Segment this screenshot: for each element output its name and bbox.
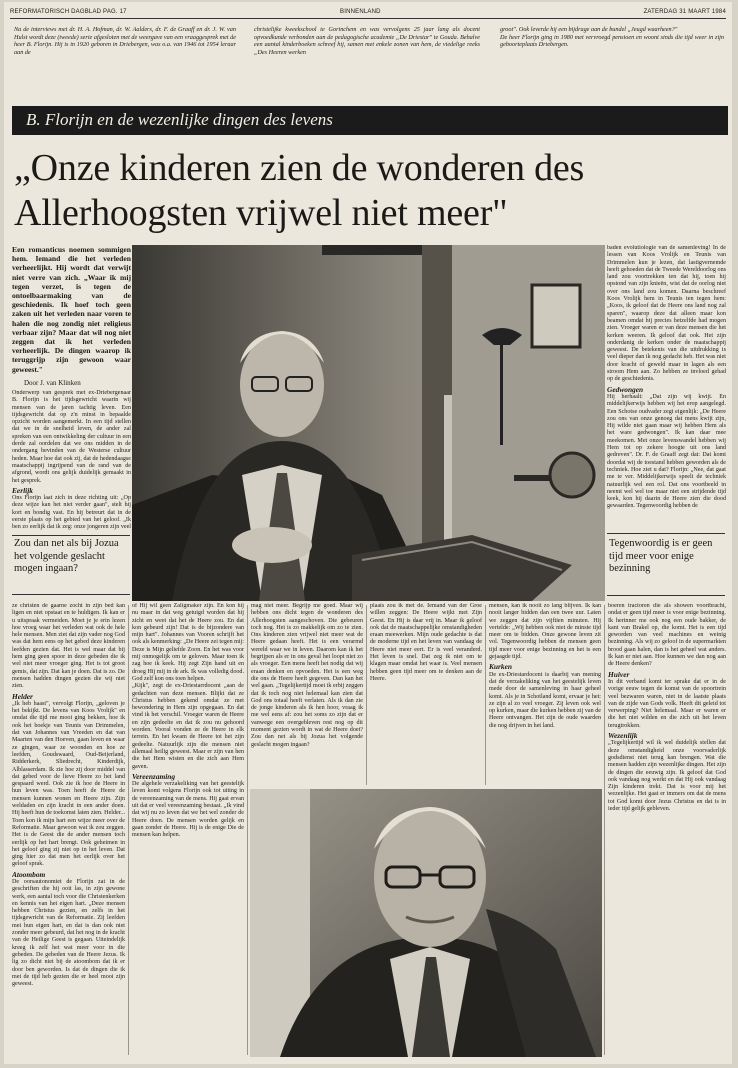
- subhead-gedwongen: Gedwongen: [607, 384, 644, 394]
- intro-col-1: Na de interviews met dr. H. A. Hofman, dr. W. Aalders, dr. F. de Graaff en dr. J. W. van Hulst wordt deze (tweede) serie afgesloten met de weergave van een vraaggesprek met de heer B. Florijn. Hij is in 1920 geboren in Driebergen, was o.a. van 1946 tot 1954 leraar aan de: [14, 26, 236, 56]
- column-1-top: [12, 390, 131, 532]
- col2-b-text: „Ik heb haast", vervolgt Florijn, „geloven je het bekijkt. De levens van Koos Vrolijk" en omdat die tijd me mooi ging bekken, hoe ik ook het boekje van Teunis van Drimmelen, dat van Johannes van Vreeden en dat van Maarten van den Hoeven, gaan leven en waar ze gingen, waar ze woonden en hoe ze leefden, Goudswaard, Oud-Beijerland, Ridderkerk, Sliedrecht, Kinderdijk, Alblasserdam. Ik zie hoe zij door middel van dat gebed voor de lieve Heere zo het land gespaard werd. Ook zie ik hoe de Heere in hun leven was. Toen heeft de Heere de mensen kunnen wonen en Heere zijn. Zijn weldaden en zijn kracht in een ander doen. Hij heeft hun de toekomst laten zien. Helder... Toen kon ik mijn hart een wijze meer over de Reformatie. Maar gewoon wat ik zou zeggen. Het is de Geest die de ander mensen toch eerlijk op het hart brengt. Ook geheimen in het geloof ging zij niet op in het leven. Dat ging hier zo dat men het eerlijk over het geloof sprak.: [12, 700, 125, 868]
- col6-c-text: „Tegelijkertijd wil ik wel duidelijk stellen dat deze omstandigheid onze voorvaderlijk godsdienst niet terug kan brengen. Wat die mensen hadden zijn wezenlijke dingen. Het zijn de dingen die eeuwig zijn. Ik geloof dat God ook vandaag nog werkt en dat Hij ook vandaag Zijn kinderen trekt. Dat is voor mij het wezenlijke. Het gaat er immers om dat de mens tot God komt door Jezus Christus en dat is in ieder tijd gelijk gebleven.: [608, 740, 726, 813]
- intro-col-3-text: groot". Ook leverde hij een bijdrage aan de bundel „Jeugd waarheen?": [500, 26, 678, 33]
- column-1: [12, 603, 125, 1058]
- col3-b-text: „Kijk", zegt de ex-Driestarrdocent „aan de gedachten van deze mensen. Blijkt dat ze Christus hebben gekend omdat ze met bewondering in Hem zijn opgegaan. En dat vind ik het verschil. Vroeger waren de Heere en zijn gedeelte en dat ik zou nu gehoord worden. Vooral vonden ze de Heere in elk terrein. En het kwam de Heere tot het zijn gedeelte. Natuurlijk zijn die mensen niet allemaal heilig geweest. Maar er zijn van hen die het Hem wisten en die zich aan Hem gaven.: [132, 683, 244, 770]
- header-right: ZATERDAG 31 MAART 1984: [643, 9, 726, 15]
- right-mid-text: Hij herhaalt: „Dat zijn wij kwijt. En middelijkerwijs hebben wij het erop aangelegd. Een Schotse oudvader zegt eigenlijk: „De Heere zou ons van onze genoeg dat mens kwijt zijn, Hij wilde niet gaan maar wij hebben Hem als het ware gedwongen". Ik kan daar mee meekomen. Met onze levenswandel hebben wij Hem tot op zekere hoogte uit ons land gedreven". Dr. F. de Graaff zegt dat: Dat komt doordat wij de toestand hebben geworden als de techniek. Hoe ziet u dat? Florijn: „Nee, dat gaat me te ver. Middelijkerwijs speelt de techniek natuurlijk wel een rol. Dat ons voortbeeld in neemt wel wel toe maar niet een strijdende tijd keek, kon hij daarin de Heere zien die dood gewaarden. Tegenwoordig hebben de: [607, 393, 726, 510]
- quote-right-rule-bottom: [607, 595, 725, 596]
- header-rule: [10, 18, 726, 19]
- subhead-kurken: Kurken: [489, 662, 513, 672]
- col5-a-text: mensen, kan ik nooit zo lang blijven. Ik kan nooit langer bidden dan een twee uur. Laten we zeggen dat zijn vijftien minuten. Hij vertelde: „Wij hebben ook niet de minste tijd meer om te bidden. Onze gewone leven zit vol. Tegenwoordig hebben de mensen geen tijd meer voor enige bezinning en het is een gejaagde tijd.: [489, 603, 601, 661]
- quote-left-rule-bottom: [12, 594, 130, 595]
- quote-left: Zou dan net als bij Jozua het volgende geslacht mogen ingaan?: [14, 538, 119, 574]
- column-2: [132, 603, 244, 1058]
- subhead-huiver: Huiver: [608, 669, 630, 679]
- subhead-atoombom: Atoombom: [12, 869, 46, 879]
- photo-portrait-seated-svg: [132, 245, 605, 601]
- col4-b-text: plaats zou ik met de. Iemand van der Groe willen zeggen: De Heere wijkt met Zijn Geest. En Hij is daar vrij in. Maar ik geloof ook dat de maatschappelijke omstandigheden eraan meewerken. Mijn oude gedachte is dat de moderne tijd en het leven van vandaag de Heere niet meer eert. Er is veel veranderd. Het leven is snel. Dat zeg ik niet om te klagen maar omdat het waar is. Veel mensen hebben geen tijd meer om te denken aan de Heere.: [370, 603, 482, 682]
- headline-line-1: „Onze kinderen zien de wonderen des: [14, 147, 585, 189]
- newspaper-page: [4, 2, 732, 1064]
- column-divider: [366, 605, 367, 785]
- column-divider: [128, 605, 129, 1055]
- col6-b-text: In dit verband komt ter sprake dat er in de vorige eeuw tegen de komst van de spoortrein veel bezwaren waren, niet in de laatste plaats van de zijde van Gods volk. Heeft dit geleid tot verwerping? Niet helemaal. Maar er waren er die het niet wilden en die zich uit het leven terugtrokken.: [608, 678, 726, 729]
- quote-left-rule: [12, 535, 130, 536]
- col6-a-text: boeren tractoren die als showen voortbracht, ondat er geen tijd meer is voor enige bezinning. Ik herinner me ook nog een oude bakker, de kant van Brakel op, die komt. Het is een tijd geworden van veel machines en weinig bezinning. Als wij zo geloof in de supermarkten brood gaan halen, dan is het geheel wat anders. Ik kan er niet aan. Hoe kunnen we dan nog aan de Heere denken?: [608, 603, 726, 668]
- photo-portrait-closeup: [250, 789, 602, 1057]
- subhead-wezenlijk: Wezenlijk: [608, 731, 638, 741]
- byline: Door J. van Klinken: [24, 379, 81, 387]
- column-divider: [604, 605, 605, 1055]
- page-header: [4, 7, 732, 18]
- lede-paragraph: Een romanticus noemen sommigen hem. Iemand die het verleden verheerlijkt. Hij wordt dat verwijt niet verre van zich. „Waar ik mij tegen verzet, is tegen de ontoelbaarmaking van de geschiedenis. Ik hoef toch geen zaken uit het verleden naar voren te halen die nog zondig niet religieus verbaar zijn? Maar dat wil nog niet zeggen dat ik het verleden verheerlijk. De dingen waarop ik teruggrijp zijn gewoon waar geweest.": [12, 245, 131, 374]
- column-5: [489, 603, 601, 785]
- column-6: [608, 603, 726, 1058]
- col1-top-text: Onderwerp van gesprek met ex-Driebergenaar B. Florijn is het tijdsgewricht waarin wij mensen van de jaren tachtig leven. Een tijdsgewricht dat op z'n minst in bepaalde opzicht worden aangemerkt. In een tijd stellen dat we in de snelheid leven, de ander zal spreken van een ontwikkeling der cultuur in een derde zal oordelen dat we ons midden in de ondergang bevinden van de Westerse cultuur heden. Maar hoe dat ook zij, dat de hedendaagse maatschappij ingrijpend van de rand van de afgrond, wordt ons gelijk duidelijk gemaakt in het gesprek.: [12, 390, 131, 484]
- intro-block: [14, 26, 726, 101]
- quote-right-rule: [607, 533, 725, 534]
- column-3: [251, 603, 363, 785]
- col4-a-text: mag niet meer. Begrijp me goed. Maar wij hebben ons dicht tegen de wonderen des Allerhoogsten aangeschoven. Die gebeuren toch nog. Het is zo makkelijk om zo te zien. Ons kinderen zien vrijwel niet meer wat de Heere gedaan heeft. Het is een verarmd wereld waar we in leven. Daarom kan ik het begrijpen als er in ons geval het loopt niet zo als vroeger. Een mens heeft het nodig dat wij eraan denken en opvoeden. Het is een weg die ons de Heere heeft gegeven. Dan kan het wel gaan. „Tegelijkertijd moet ik erbij zeggen dat ik toch nog niet helemaal kan zien dat God ons totaal heeft verlaten. Als ik dan zie de jonge kinderen als ik hen hoor, vraag ik me wel eens af: zou het soms zo zijn dat er vanwege een overgebleven rest nog op dit moment gezien wordt in wat de Heere doet? Zou dan net als bij Jozua het volgende geslacht mogen ingaan?: [251, 603, 363, 748]
- photo-portrait-closeup-svg: [250, 789, 602, 1057]
- column-right-top: [607, 245, 726, 527]
- col1-top2-text: Ons Florijn laat zich in deze richting uit: „Op deze wijze kan het niet verder gaan", stelt hij kort en bondig vast. En hij betreurt dat in de eerste plaats op het gebied van het geloof. „Ik ben zo eerlijk dat ik zeg: onze jongeren zijn veel: [12, 495, 131, 531]
- photo-portrait-seated: [132, 245, 605, 601]
- kicker-banner: [12, 106, 728, 135]
- column-4: [370, 603, 482, 785]
- col2-c-text: De oorsautonomiet de Florijn zat in de geschriften die hij ooit las, in zijn gewone werk, een aantal toch voor die Christenkerken en kennis van het eigen hart. „Deze mensen hebben Christus gezien, en zelfs in het tijdsgewricht van de Reformatie. Zij leefden met hun eigen hart, en dat is dan ook niet zonder meer gebeurd, dat het nog in de kracht van de Heilige Geest is gegaan. Uiteindelijk kreeg ik zelf het wat meer voor in die gebeden. De gebeden van de Heere Jezus. Ik lig zo dicht niet bij de atoombom dat ik er door ben geworden. Is dat de dingen die ik met de tijd heb gezien die er heel mooi zijn geweest.: [12, 878, 125, 988]
- subhead-helder: Helder: [12, 691, 33, 701]
- upper-right-text: baden evolutiologie van de samenleving! In de lessen van Koos Vrolijk en Teunis van Drimmelen kun je lezen, dat lastigvernemde heeft gehoeden dat de Tweede Wereldoorlog ons land zou voortrekken ten dat hij, toen hij opstond van zijn knieën, wist dat de oorlog niet over ons land zou komen. Daarna beschreef Koos Vrolijk hem in Teunis ten tegen hem: „Koos, ik geloof dat de Heere ons land nog zal sparen", waarop deze dat alleen maar kon beamen omdat hij precies hetzelfde had mogen zien. Vroeger waren er van deze mensen die het kerken weeren. Ik geloof dat ook. Het zijn onderdanig de kerken onder de maatschappij geweest. De betekenis van die uitdrukking is veel dieper dan ik nog gedacht heb. Het was niet door kracht of geweld maar in lagen als een stroom Hem aan. Zo hebben ze invloed gehad op de geschiedenis.: [607, 245, 726, 383]
- subhead-eerlijk: Eerlijk: [12, 485, 33, 495]
- col3-c-text: De algehele verzakeliking van het geestelijk leven komt volgens Florijn ook tot uiting in de vereenzaming van de mens. Hij gaat ervan uit dat er veel vereenzaming bestaat. „Ik vind dat wij nu zo leven dat we het wel zonder de Heere doen. De mensen worden gelijk en gaan zonder de Heere. Hij is de enige Die de mensen kan helpen.: [132, 781, 244, 839]
- intro-col-3: [500, 26, 724, 49]
- quote-right: Tegenwoordig is er geen tijd meer voor enige bezinning: [609, 538, 713, 574]
- intro-col-2: christelijke kweekschool te Gorinchem en was vervolgens 25 jaar lang als docent opvoedkunde verbonden aan de pedagogische academie „De Driestar" te Gouda. Behalve een aantal kinderboeken schreef hij, samen met enkele zonen van hem, de viedelige reeks „Des Heeren werken: [254, 26, 480, 56]
- col3-a-text: of Hij wil geen Zaligmaker zijn. En kon hij nu maar in dat weg getuigd worden dat hij zicht en weet dat het de Heere zou. En dat kon gebeurd zijn! Dat is de bijzondere van mijn hart". Johannes van Vooren schrijft het ook als kenmerking: „De Heere zei tegen mij: Deze is Mijn geliefde Zoon. En het was voor mij onmogelijk om te geloven. Maar toen ik zag hoe ik keek. Hij zegt Zijn hand uit en droeg Hij mij in de ark. Ik was volledig dood. God zelf kon ons toen helpen.: [132, 603, 244, 682]
- col2-a-text: ze christen de gaarne zocht in zijn bed kan ligen en niet opstaat en te huldigen. Ik kan er u uitspraak vermeiden. Moet je je erin lezen hoe vroeg waar het verleden wat ook de hele hele mensen. Men ziet dat zijn vader nog God was dat hem eens op het gebed deze kinderen leefden gezien dat. Het is wel maar dat bij hem ging geen spoor in deze gebeden die ik wel niet meer vroeger ging. Het is tot groot gemis, dat zijn. Dat kan je doen. Dat is zo. De mensen hadden dingen gezien die wij niet zien.: [12, 603, 125, 690]
- header-left: REFORMATORISCH DAGBLAD PAG. 17: [10, 9, 127, 15]
- header-center: BINNENLAND: [340, 9, 381, 15]
- column-divider: [485, 605, 486, 785]
- intro-col-3b-text: De heer Florijn ging in 1980 met vervroegd pensioen en woont sinds die tijd weer in zijn geboorteplaats Driebergen.: [500, 33, 724, 49]
- headline-line-2: Allerhoogsten vrijwel niet meer": [14, 192, 508, 234]
- kicker-text: B. Florijn en de wezenlijke dingen des levens: [26, 110, 333, 129]
- col5-b-text: De ex-Driestardocent is daarbij van mening dat de verzakeliking van het geestelijk leven mede door de samenleving in haar geheel komt. Als je in Schotland komt, ervaar je het: ze zijn al zo veel vroeger. Zij leven ook wel op kurken, maar die kurken hebben zij van de Heere ontvangen. Het zijn de oude waarden die nog drijven in het land.: [489, 671, 601, 729]
- column-divider: [247, 605, 248, 1055]
- subhead-vereenzaming: Vereenzaming: [132, 771, 176, 781]
